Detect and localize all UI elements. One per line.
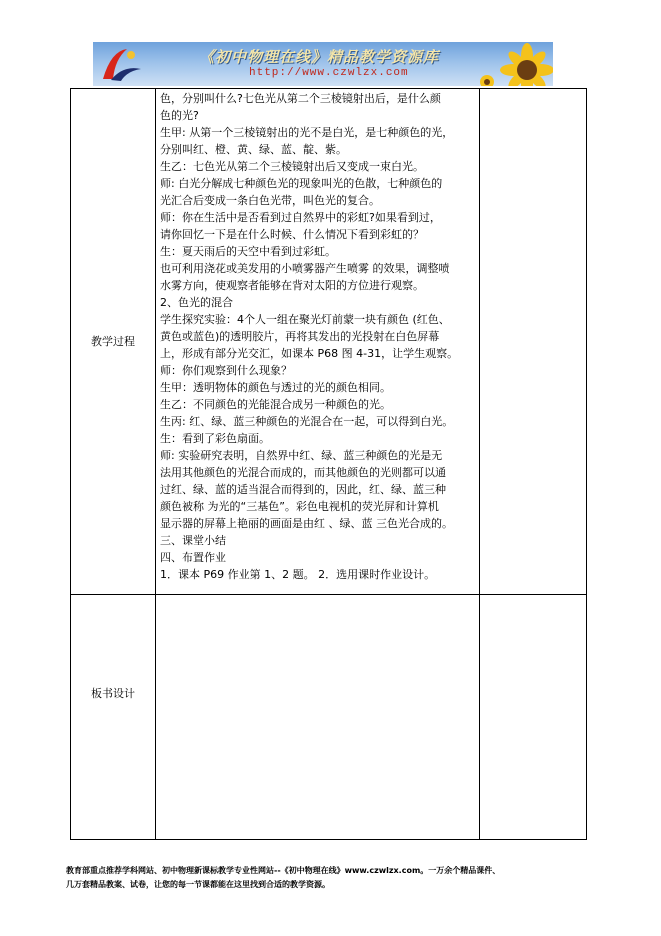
content-line: 师: 白光分解成七种颜色光的现象叫光的色散，七种颜色的 — [160, 177, 443, 190]
content-line: 也可利用浇花或美发用的小喷雾器产生喷雾 的效果，调整喷 — [160, 262, 450, 275]
content-line: 四、布置作业 — [160, 551, 226, 564]
content-line: 上，形成有部分光交汇，如课本 P68 图 4-31，让学生观察。 — [160, 347, 459, 360]
sunflower-icon — [477, 42, 553, 86]
content-line: 生甲：透明物体的颜色与透过的光的颜色相同。 — [160, 381, 391, 394]
content-line: 黄色或蓝色)的透明胶片，再将其发出的光投射在白色屏幕 — [160, 330, 440, 343]
content-line: 颜色被称 为光的“三基色”。彩色电视机的荧光屏和计算机 — [160, 500, 439, 513]
site-banner — [93, 42, 553, 86]
content-line: 色，分别叫什么?七色光从第二个三棱镜射出后，是什么颜 — [160, 92, 441, 105]
table-divider — [479, 89, 480, 839]
teaching-process-content — [160, 90, 478, 583]
content-line: 生乙：七色光从第二个三棱镜射出后又变成一束白光。 — [160, 160, 424, 173]
content-line: 法用其他颜色的光混合而成的，而其他颜色的光则都可以通 — [160, 466, 446, 479]
content-line: 分别叫红、橙、黄、绿、蓝、靛、紫。 — [160, 143, 347, 156]
content-line: 光汇合后变成一条白色光带，叫色光的复合。 — [160, 194, 380, 207]
footer-line: 教育部重点推荐学科网站、初中物理新课标教学专业性网站--《初中物理在线》www.czwlzx.com。一万余个精品课件、 — [66, 866, 501, 875]
content-line: 师：你们观察到什么现象？ — [160, 364, 292, 377]
content-line: 色的光? — [160, 109, 199, 122]
banner-url[interactable]: http://www.czwlzx.com — [249, 67, 409, 79]
row-label-teaching-process: 教学过程 — [91, 335, 135, 348]
content-line: 生丙: 红、绿、蓝三种颜色的光混合在一起，可以得到白光。 — [160, 415, 454, 428]
content-line: 显示器的屏幕上艳丽的画面是由红 、绿、蓝 三色光合成的。 — [160, 517, 453, 530]
content-line: 水雾方向，使观察者能够在背对太阳的方位进行观察。 — [160, 279, 424, 292]
content-line: 生乙：不同颜色的光能混合成另一种颜色的光。 — [160, 398, 391, 411]
content-line: 师: 实验研究表明，自然界中红、绿、蓝三种颜色的光是无 — [160, 449, 443, 462]
content-line: 生：夏天雨后的天空中看到过彩虹。 — [160, 245, 336, 258]
table-divider — [71, 594, 586, 595]
logo-icon — [97, 45, 145, 83]
content-line: 学生探究实验：4个人一组在聚光灯前蒙一块有颜色 (红色、 — [160, 313, 450, 326]
banner-title: 《初中物理在线》精品教学资源库 — [199, 48, 440, 66]
content-line: 过红、绿、蓝的适当混合而得到的，因此，红、绿、蓝三种 — [160, 483, 446, 496]
footer-line: 几万套精品教案、试卷，让您的每一节课都能在这里找到合适的教学资源。 — [66, 880, 330, 889]
table-divider — [155, 89, 156, 839]
content-line: 生：看到了彩色扇面。 — [160, 432, 270, 445]
content-line: 2、色光的混合 — [160, 296, 233, 309]
content-line: 生甲: 从第一个三棱镜射出的光不是白光，是七种颜色的光， — [160, 126, 454, 139]
content-line: 师：你在生活中是否看到过自然界中的彩虹?如果看到过， — [160, 211, 441, 224]
row-label-board-design: 板书设计 — [91, 687, 135, 700]
content-line: 1．课本 P69 作业第 1、2 题。 2．选用课时作业设计。 — [160, 568, 436, 581]
content-line: 请你回忆一下是在什么时候、什么情况下看到彩虹的？ — [160, 228, 424, 241]
page-footer — [66, 864, 606, 892]
content-line: 三、课堂小结 — [160, 534, 226, 547]
